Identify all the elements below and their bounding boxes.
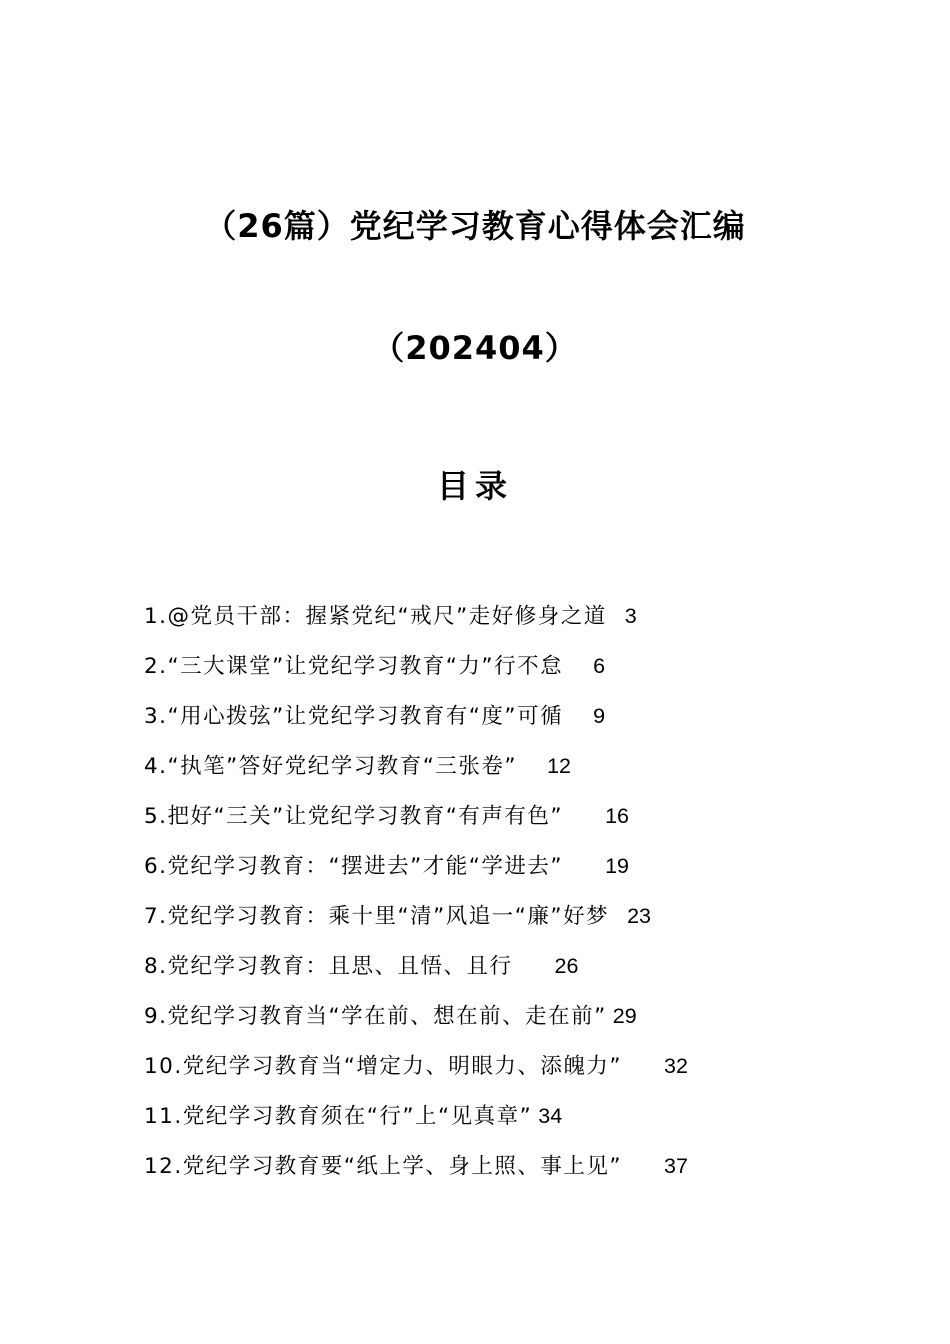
toc-heading: 目录 xyxy=(436,467,513,505)
toc-entry-title: 4.“执笔”答好党纪学习教育“三张卷” xyxy=(144,754,518,779)
toc-entry-page: 29 xyxy=(612,1004,637,1028)
toc-entry[interactable] xyxy=(144,848,824,898)
toc-entry-title: 2.“三大课堂”让党纪学习教育“力”行不怠 xyxy=(144,654,564,679)
toc-entry-page: 32 xyxy=(663,1054,688,1078)
toc-entry[interactable] xyxy=(144,1148,824,1198)
toc-entry-page: 26 xyxy=(554,954,579,978)
toc-entry-title: 6.党纪学习教育：“摆进去”才能“学进去” xyxy=(144,854,564,879)
document-date: （202404） xyxy=(372,329,578,367)
toc-entry-title: 7.党纪学习教育：乘十里“清”风追一“廉”好梦 xyxy=(144,904,610,929)
toc-entry-title: 9.党纪学习教育当“学在前、想在前、走在前” xyxy=(144,1004,607,1029)
toc-entry-page: 23 xyxy=(627,904,651,928)
toc-entry-title: 3.“用心拨弦”让党纪学习教育有“度”可循 xyxy=(144,704,564,729)
document-title: （26篇）党纪学习教育心得体会汇编 xyxy=(204,207,746,245)
toc-entry-title: 1.@党员干部：握紧党纪“戒尺”走好修身之道 xyxy=(144,604,607,629)
toc-entry[interactable] xyxy=(144,648,824,698)
toc-entry-title: 5.把好“三关”让党纪学习教育“有声有色” xyxy=(144,804,564,829)
toc-entry-page: 34 xyxy=(538,1104,563,1128)
toc-entry-page: 12 xyxy=(547,754,571,778)
toc-entry-page: 3 xyxy=(624,604,637,628)
toc-entry-page: 9 xyxy=(593,704,606,728)
toc-entry-page: 19 xyxy=(605,854,629,878)
toc-entry-page: 16 xyxy=(605,804,629,828)
toc-entry[interactable] xyxy=(144,898,824,948)
toc-entry[interactable] xyxy=(144,598,824,648)
toc-entry-title: 11.党纪学习教育须在“行”上“见真章” xyxy=(144,1104,533,1129)
toc-entry-page: 37 xyxy=(663,1154,688,1178)
toc-entry-page: 6 xyxy=(593,654,606,678)
toc-entry[interactable] xyxy=(144,998,824,1048)
toc-entry[interactable] xyxy=(144,748,824,798)
toc-entry[interactable] xyxy=(144,1048,824,1098)
table-of-contents xyxy=(144,598,824,1198)
toc-entry[interactable] xyxy=(144,698,824,748)
toc-entry[interactable] xyxy=(144,1098,824,1148)
toc-entry-title: 8.党纪学习教育：且思、且悟、且行 xyxy=(144,954,513,979)
toc-entry-title: 12.党纪学习教育要“纸上学、身上照、事上见” xyxy=(144,1154,622,1179)
toc-entry[interactable] xyxy=(144,948,824,998)
toc-entry[interactable] xyxy=(144,798,824,848)
toc-entry-title: 10.党纪学习教育当“增定力、明眼力、添魄力” xyxy=(144,1054,622,1079)
